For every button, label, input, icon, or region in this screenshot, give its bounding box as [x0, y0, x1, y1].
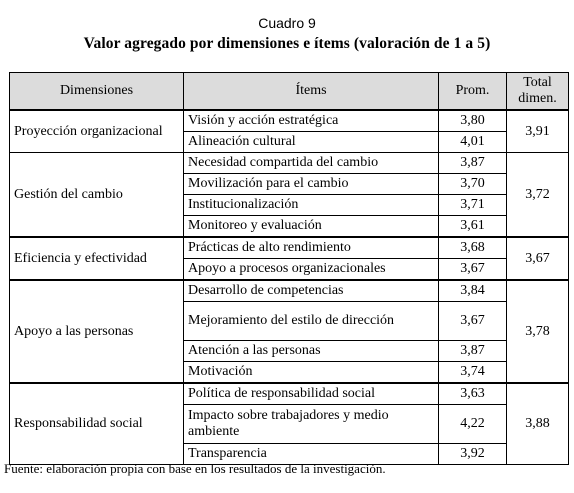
item-cell: Atención a las personas: [184, 341, 439, 362]
dimension-group: [10, 153, 569, 238]
item-cell: Transparencia: [184, 444, 439, 465]
dimension-cell: Responsabilidad social: [10, 383, 184, 465]
header-items: Ítems: [184, 73, 439, 111]
item-cell: Impacto sobre trabajadores y medio ambiente: [184, 405, 439, 444]
item-cell: Motivación: [184, 362, 439, 384]
table-title: Valor agregado por dimensiones e ítems (valoración de 1 a 5): [83, 35, 491, 52]
header-row: [10, 73, 569, 111]
avg-cell: 4,22: [439, 405, 507, 444]
item-cell: Apoyo a procesos organizacionales: [184, 259, 439, 281]
header-total: Total dimen.: [507, 73, 569, 111]
item-cell: Monitoreo y evaluación: [184, 216, 439, 238]
item-cell: Política de responsabilidad social: [184, 383, 439, 405]
item-cell: Movilización para el cambio: [184, 174, 439, 195]
item-cell: Prácticas de alto rendimiento: [184, 237, 439, 259]
avg-cell: 3,67: [439, 302, 507, 341]
dimension-group: [10, 280, 569, 383]
avg-cell: 3,87: [439, 341, 507, 362]
dimension-cell: Apoyo a las personas: [10, 280, 184, 383]
header-prom: Prom.: [439, 73, 507, 111]
avg-cell: 3,71: [439, 195, 507, 216]
dimension-cell: Proyección organizacional: [10, 110, 184, 153]
item-cell: Mejoramiento del estilo de dirección: [184, 302, 439, 341]
dimension-cell: Gestión del cambio: [10, 153, 184, 238]
source-note: Fuente: elaboración propia con base en los resultados de la investigación.: [4, 461, 386, 476]
avg-cell: 3,68: [439, 237, 507, 259]
total-cell: 3,91: [507, 110, 569, 153]
dimension-group: [10, 383, 569, 465]
avg-cell: 3,67: [439, 259, 507, 281]
avg-cell: 3,63: [439, 383, 507, 405]
item-cell: Desarrollo de competencias: [184, 280, 439, 302]
dimension-group: [10, 237, 569, 280]
avg-cell: 3,74: [439, 362, 507, 384]
avg-cell: 3,84: [439, 280, 507, 302]
item-cell: Institucionalización: [184, 195, 439, 216]
avg-cell: 3,92: [439, 444, 507, 465]
avg-cell: 3,87: [439, 153, 507, 174]
header-dimensiones: Dimensiones: [10, 73, 184, 111]
item-cell: Necesidad compartida del cambio: [184, 153, 439, 174]
total-cell: 3,88: [507, 383, 569, 465]
avg-cell: 4,01: [439, 132, 507, 153]
avg-cell: 3,80: [439, 110, 507, 132]
total-cell: 3,78: [507, 280, 569, 383]
table-row: [10, 280, 569, 302]
item-cell: Alineación cultural: [184, 132, 439, 153]
total-cell: 3,67: [507, 237, 569, 280]
data-table: [9, 72, 569, 465]
dimension-group: [10, 110, 569, 153]
total-cell: 3,72: [507, 153, 569, 238]
dimension-cell: Eficiencia y efectividad: [10, 237, 184, 280]
item-cell: Visión y acción estratégica: [184, 110, 439, 132]
avg-cell: 3,70: [439, 174, 507, 195]
avg-cell: 3,61: [439, 216, 507, 238]
table-row: [10, 153, 569, 174]
table-row: [10, 110, 569, 132]
table-row: [10, 383, 569, 405]
table-row: [10, 237, 569, 259]
table-number: Cuadro 9: [258, 15, 316, 31]
